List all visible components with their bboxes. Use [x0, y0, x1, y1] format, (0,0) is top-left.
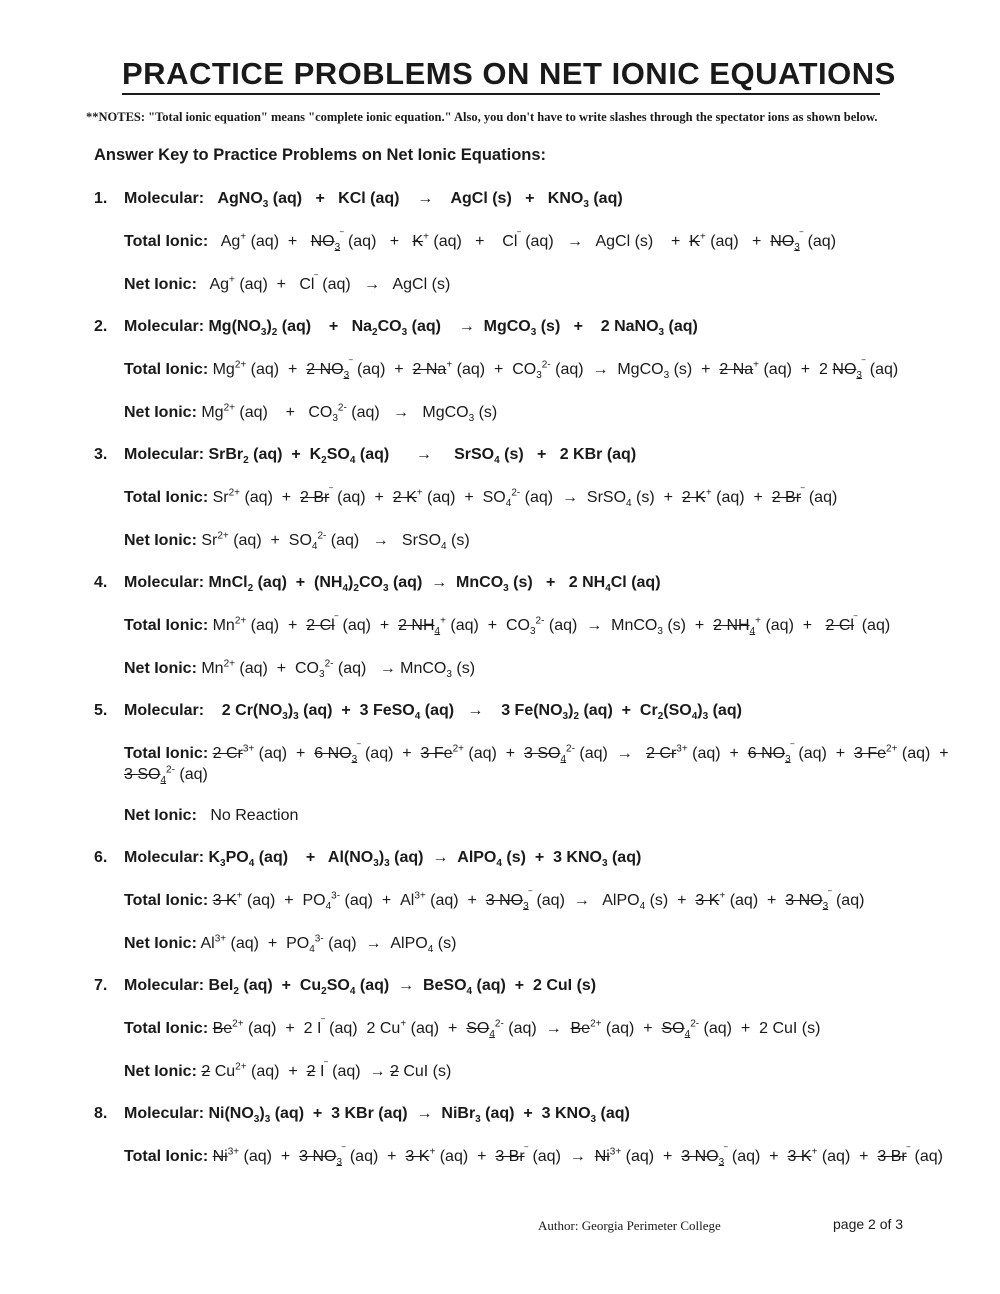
total-ionic-equation: Total Ionic: $Mn^{2+}$ (aq) + 2 Cl‾ (aq) + 2 $NH_4^+$ $(aq) + CO_3^{2-}$ (aq) → MnCO$_3$ (s) + 2 $NH_4^+$ (aq) + 2 Cl‾ (aq)	[124, 615, 891, 638]
answer-key-heading: Answer Key to Practice Problems on Net Ionic Equations:	[94, 146, 547, 164]
problem-number: 1.	[94, 190, 108, 207]
net-ionic-label: Net Ionic:	[124, 935, 197, 952]
molecular-equation: Molecular: 2 $Cr(NO_3)_3$ (aq) + 3 FeSO$_4$ (aq) → 3 $Fe(NO_3)_2$ $(aq) + Cr_2(SO_4)_3$ (aq)	[124, 702, 742, 723]
molecular-label: Molecular:	[124, 190, 205, 207]
total-ionic-equation: Total Ionic: $Mg^{2+}$ (aq) + 2 $NO_3^‾$ (aq) + 2 Na+ $(aq) + CO_3^{2-}$ (aq) → MgCO$_3$ (s) + 2 Na+ (aq) + 2 $NO_3^‾$ (aq)	[124, 359, 899, 382]
notes-text: **NOTES: "Total ionic equation" means "complete ionic equation." Also, you don't have to write slashes through the spectator ions as shown below.	[86, 110, 878, 124]
molecular-label: Molecular:	[124, 446, 205, 463]
problem-number: 5.	[94, 702, 108, 719]
molecular-equation: Molecular: AgNO$_3$ (aq) + KCl (aq) → AgCl $(s) + KNO_3$ (aq)	[124, 190, 623, 211]
total-ionic-equation: Total Ionic: $Be^{2+}$ (aq) + 2 I‾ (aq) 2 Cu+ $(aq) + SO_4^{2-}$ $(aq) \to Be^{2+}$ $(aq) + SO_4^{2-}$ (aq) + 2 CuI (s)	[124, 1018, 821, 1041]
problem-number: 4.	[94, 574, 108, 591]
net-ionic-label: Net Ionic:	[124, 532, 197, 549]
problem-number: 6.	[94, 849, 108, 866]
total-ionic-continuation: 3 $SO_4^{2-}$ (aq)	[124, 764, 208, 787]
total-ionic-label: Total Ionic:	[124, 489, 209, 506]
net-ionic-label: Net Ionic:	[124, 807, 197, 824]
problem-number: 2.	[94, 318, 108, 335]
total-ionic-equation: Total Ionic: $Ni^{3+}$ (aq) + 3 $NO_3^‾$ (aq) + 3 K+ (aq) + 3 Br‾ $(aq) \to Ni^{3+}$ (aq) + 3 $NO_3^‾$ (aq) + 3 K+ (aq) + 3 Br‾ (aq)	[124, 1146, 943, 1169]
total-ionic-label: Total Ionic:	[124, 1020, 209, 1037]
problem-number: 8.	[94, 1105, 108, 1122]
author-credit: Author: Georgia Perimeter College	[538, 1218, 721, 1233]
total-ionic-label: Total Ionic:	[124, 617, 209, 634]
net-ionic-equation: Net Ionic: $Al^{3+}$ $(aq) + PO_4^{3-}$ (aq) → AlPO$_4$ (s)	[124, 933, 457, 956]
total-ionic-equation: Total Ionic: $Sr^{2+}$ (aq) + 2 Br‾ (aq) + 2 K+ $(aq) + SO_4^{2-}$ (aq) → SrSO$_4$ (s) + 2 K+ (aq) + 2 Br‾ (aq)	[124, 487, 838, 510]
page-number: page 2 of 3	[833, 1216, 904, 1232]
problem-number: 3.	[94, 446, 108, 463]
net-ionic-equation	[124, 805, 298, 827]
molecular-label: Molecular:	[124, 702, 205, 719]
total-ionic-label: Total Ionic:	[124, 361, 209, 378]
net-ionic-equation: Net Ionic: $Sr^{2+}$ $(aq) + SO_4^{2-}$ (aq) → SrSO$_4$ (s)	[124, 530, 470, 553]
net-ionic-label: Net Ionic:	[124, 404, 197, 421]
total-ionic-label: Total Ionic:	[124, 1148, 209, 1165]
molecular-equation: Molecular: MnCl$_2$ $(aq) + (NH_4)_2CO_3$ (aq) → MnCO$_3$ (s) + 2 $NH_4Cl$ (aq)	[124, 574, 661, 595]
molecular-equation: Molecular: $K_3PO_4$ (aq) + $Al(NO_3)_3$ (aq) → AlPO$_4$ (s) + 3 $KNO_3$ (aq)	[124, 849, 642, 870]
total-ionic-equation: Total Ionic: Ag+ $(aq) + NO_3^‾$ (aq) + K+ (aq) + Cl‾ (aq) → AgCl (s) + K+ $(aq) + NO_3^‾$ (aq)	[124, 231, 837, 254]
total-ionic-label: Total Ionic:	[124, 233, 209, 250]
total-ionic-equation: Total Ionic: 3 K+ $(aq) + PO_4^{3-}$ $(aq) + Al^{3+}$ (aq) + 3 $NO_3^‾$ (aq) → AlPO$_4$ (s) + 3 K+ (aq) + 3 $NO_3^‾$ (aq)	[124, 890, 865, 913]
molecular-label: Molecular:	[124, 977, 205, 994]
net-ionic-equation: Net Ionic: $Mn^{2+}$ $(aq) + CO_3^{2-}$ (aq) → MnCO$_3$ (s)	[124, 658, 476, 681]
molecular-equation: Molecular: $Ni(NO_3)_3$ (aq) + 3 KBr (aq) → NiBr$_3$ (aq) + 3 $KNO_3$ (aq)	[124, 1105, 630, 1126]
net-ionic-equation: Net Ionic: Ag+ (aq) + Cl‾ (aq) → AgCl (s)	[124, 274, 451, 293]
net-ionic-value: No Reaction	[210, 807, 299, 824]
page-title: PRACTICE PROBLEMS ON NET IONIC EQUATIONS	[122, 56, 880, 95]
total-ionic-label: Total Ionic:	[124, 892, 209, 909]
problem-number: 7.	[94, 977, 108, 994]
total-ionic-label: Total Ionic:	[124, 745, 209, 762]
molecular-label: Molecular:	[124, 318, 205, 335]
molecular-equation: Molecular: BeI$_2$ $(aq) + Cu_2SO_4$ (aq) → BeSO$_4$ (aq) + 2 CuI (s)	[124, 977, 597, 998]
net-ionic-equation: Net Ionic: $Mg^{2+}$ (aq) + $CO_3^{2-}$ (aq) → MgCO$_3$ (s)	[124, 402, 498, 425]
net-ionic-label: Net Ionic:	[124, 660, 197, 677]
molecular-label: Molecular:	[124, 574, 205, 591]
molecular-equation: Molecular: $Mg(NO_3)_2$ (aq) + $Na_2CO_3$ (aq) → MgCO$_3$ (s) + 2 NaNO$_3$ (aq)	[124, 318, 698, 339]
molecular-label: Molecular:	[124, 1105, 205, 1122]
molecular-label: Molecular:	[124, 849, 205, 866]
molecular-equation: Molecular: SrBr$_2$ $(aq) + K_2SO_4$ (aq) → SrSO$_4$ (s) + 2 KBr (aq)	[124, 446, 637, 467]
net-ionic-label: Net Ionic:	[124, 1063, 197, 1080]
net-ionic-label: Net Ionic:	[124, 276, 197, 293]
total-ionic-equation: Total Ionic: 2 $Cr^{3+}$ (aq) + 6 $NO_3^‾$ (aq) + 3 $Fe^{2+}$ (aq) + 3 $SO_4^{2-}$ (aq) → 2 $Cr^{3+}$ (aq) + 6 $NO_3^‾$ (aq) + 3 $Fe^{2+}$ (aq) +	[124, 743, 949, 766]
net-ionic-equation: Net Ionic: 2 $Cu^{2+}$ (aq) + 2 I‾ (aq) → 2 CuI (s)	[124, 1061, 452, 1080]
